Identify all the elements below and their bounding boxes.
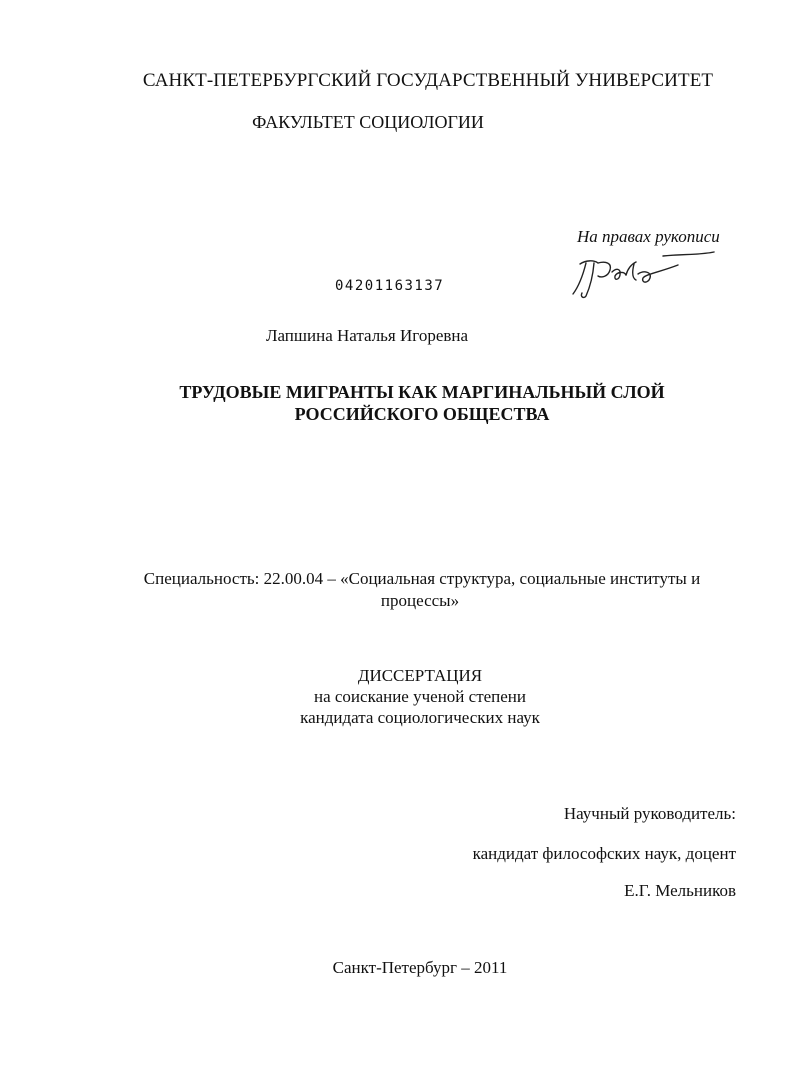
manuscript-note: На правах рукописи xyxy=(577,227,720,246)
signature xyxy=(568,250,718,300)
specialty-line-2: процессы» xyxy=(380,591,460,610)
supervisor-name: Е.Г. Мельников xyxy=(624,881,736,900)
dissertation-title-line-2: РОССИЙСКОГО ОБЩЕСТВА xyxy=(294,404,550,424)
university-name: САНКТ-ПЕТЕРБУРГСКИЙ ГОСУДАРСТВЕННЫЙ УНИВЕРСИТЕТ xyxy=(142,70,714,91)
supervisor-degree: кандидат философских наук, доцент xyxy=(472,844,736,863)
supervisor-label: Научный руководитель: xyxy=(563,804,736,823)
city-year: Санкт-Петербург – 2011 xyxy=(332,958,508,977)
specialty-line-1: Специальность: 22.00.04 – «Социальная структура, социальные институты и xyxy=(143,569,701,588)
author-name: Лапшина Наталья Игоревна xyxy=(265,326,469,345)
dissertation-title-line-1: ТРУДОВЫЕ МИГРАНТЫ КАК МАРГИНАЛЬНЫЙ СЛОЙ xyxy=(179,382,665,402)
registration-number: 04201163137 xyxy=(335,278,445,294)
dissertation-heading: ДИССЕРТАЦИЯ xyxy=(357,666,483,685)
degree-line-2: кандидата социологических наук xyxy=(300,708,540,727)
faculty-name: ФАКУЛЬТЕТ СОЦИОЛОГИИ xyxy=(252,112,484,132)
degree-line-1: на соискание ученой степени xyxy=(313,687,527,706)
